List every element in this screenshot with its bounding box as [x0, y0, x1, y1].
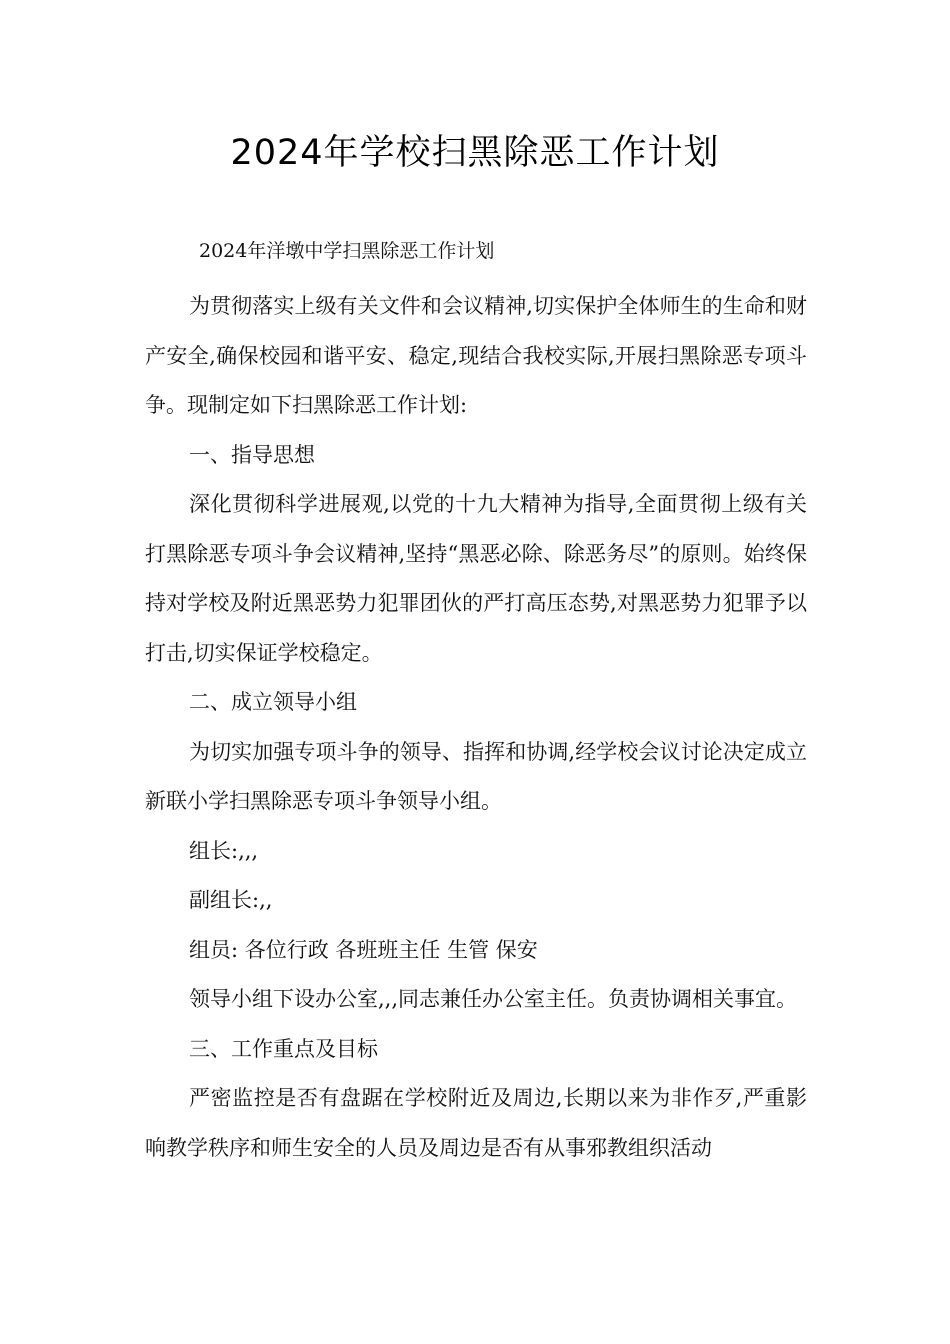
leadership-group-paragraph: 为切实加强专项斗争的领导、指挥和协调,经学校会议讨论决定成立新联小学扫黑除恶专项斗争领导小组。 — [145, 739, 807, 813]
group-members-line: 组员: 各位行政 各班班主任 生管 保安 — [189, 937, 538, 962]
section-heading-guiding-ideology: 一、指导思想 — [189, 442, 315, 467]
key-work-paragraph: 严密监控是否有盘踞在学校附近及周边,长期以来为非作歹,严重影响教学秩序和师生安全的人员及周边是否有从事邪教组织活动 — [145, 1086, 807, 1160]
intro-paragraph: 为贯彻落实上级有关文件和会议精神,切实保护全体师生的生命和财产安全,确保校园和谐平安、稳定,现结合我校实际,开展扫黑除恶专项斗争。现制定如下扫黑除恶工作计划: — [145, 294, 807, 417]
group-leader-line: 组长:,,, — [189, 838, 259, 863]
document-subtitle: 2024年洋墩中学扫黑除恶工作计划 — [199, 240, 495, 262]
guiding-ideology-paragraph: 深化贯彻科学进展观,以党的十九大精神为指导,全面贯彻上级有关打黑除恶专项斗争会议精神,坚持“黑恶必除、除恶务尽”的原则。始终保持对学校及附近黑恶势力犯罪团伙的严打高压态势,对黑恶势力犯罪予以打击,切实保证学校稳定。 — [145, 492, 807, 665]
document-body — [145, 282, 807, 1173]
section-heading-leadership-group: 二、成立领导小组 — [189, 690, 357, 714]
deputy-leader-line: 副组长:,, — [189, 888, 273, 912]
office-paragraph: 领导小组下设办公室,,,同志兼任办公室主任。负责协调相关事宜。 — [189, 987, 798, 1011]
section-heading-key-work: 三、工作重点及目标 — [189, 1036, 378, 1061]
document-title: 2024年学校扫黑除恶工作计划 — [230, 133, 720, 173]
